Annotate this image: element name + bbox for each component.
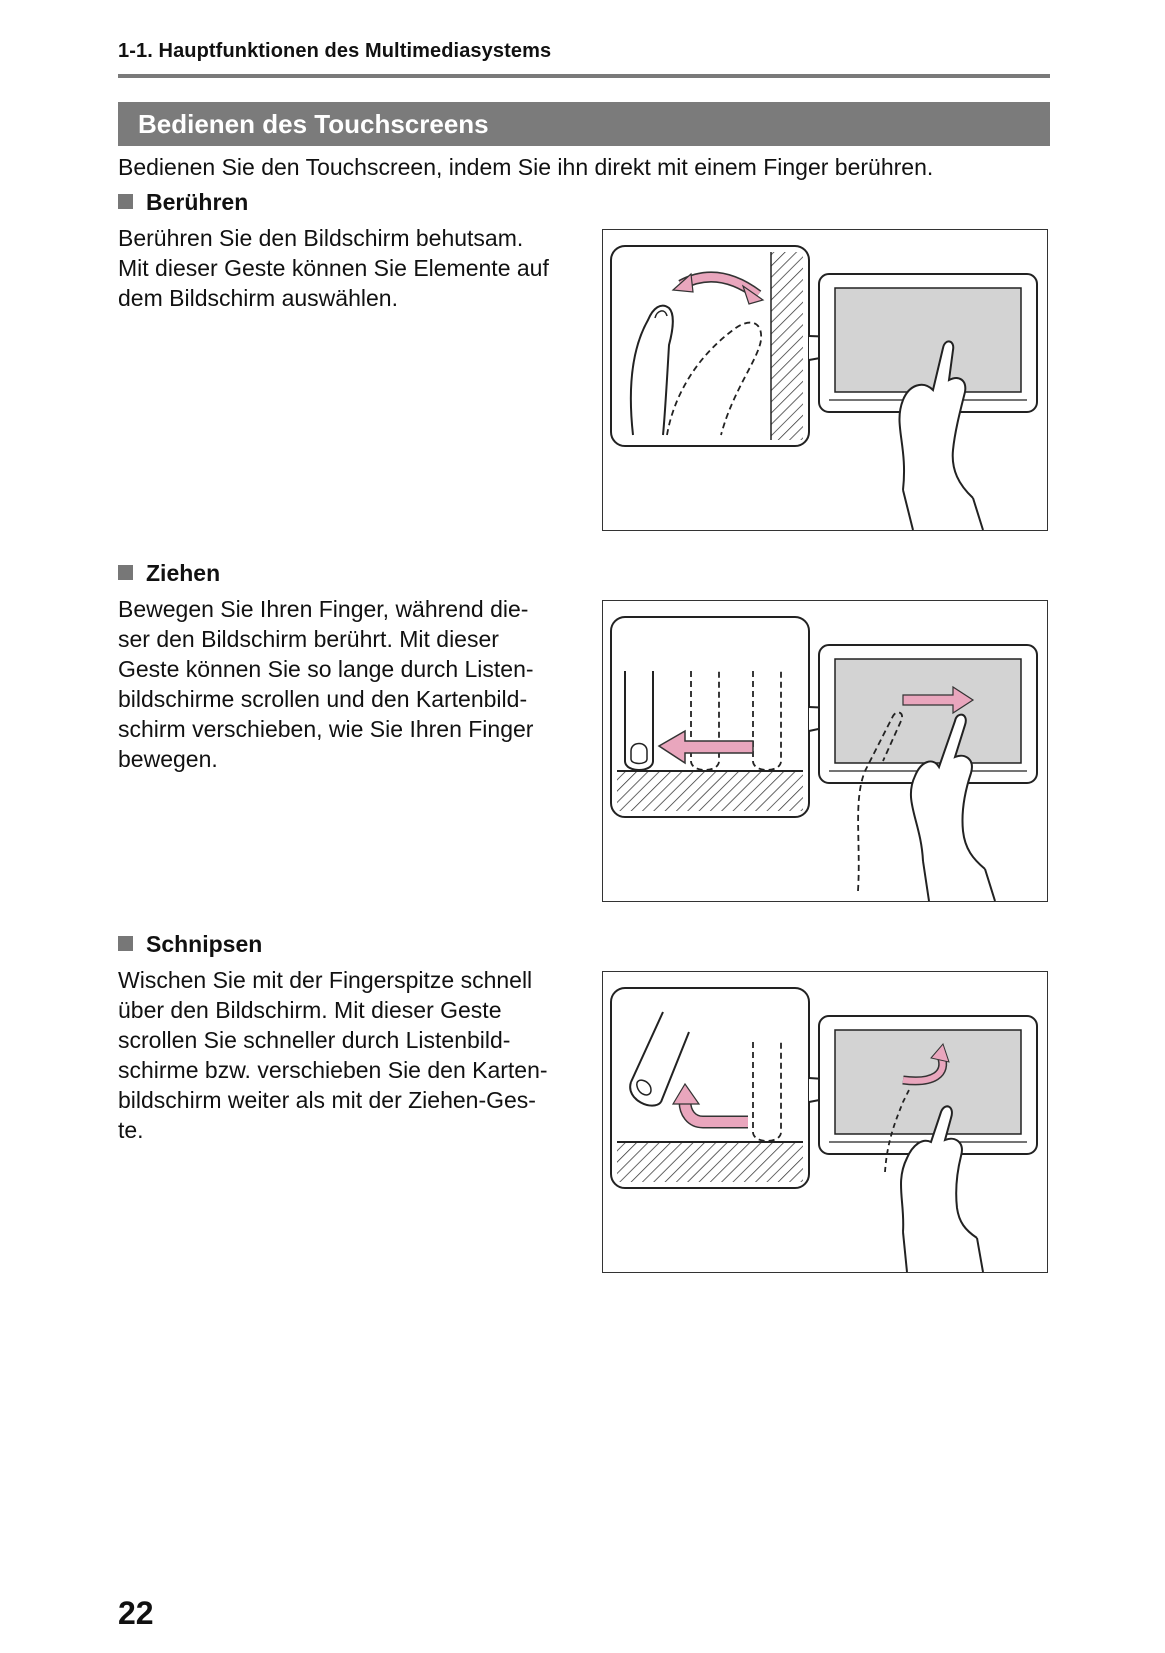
tap-illustration [602,229,1048,531]
gesture-text-tap: Berühren Sie den Bildschirm behutsam. Mit dieser Geste können Sie Elemente auf dem Bildschirm auswählen. [118,225,549,311]
section-title: Bedienen des Touchscreens [138,109,489,139]
tap-gesture-icon [603,230,1049,532]
drag-illustration [602,600,1048,902]
section-heading-band [118,102,1050,146]
flick-gesture-icon [603,972,1049,1274]
section-intro: Bedienen Sie den Touchscreen, indem Sie ihn direkt mit einem Finger berühren. [118,154,934,180]
square-bullet-icon [118,936,133,951]
header-rule [118,74,1050,78]
gesture-heading-tap: Berühren [118,187,248,217]
square-bullet-icon [118,194,133,209]
gesture-heading-flick: Schnipsen [118,929,262,959]
page-number: 22 [118,1595,154,1631]
flick-illustration [602,971,1048,1273]
gesture-heading-drag: Ziehen [118,558,220,588]
running-header: 1-1. Hauptfunktionen des Multimediasystems [118,40,552,62]
gesture-text-flick: Wischen Sie mit der Fingerspitze schnell über den Bildschirm. Mit dieser Geste scrollen Sie schneller durch Listenbild- schirme bzw. verschieben Sie den Karten- bildschirm weiter als mit der Ziehen-Ges- te. [118,967,548,1143]
square-bullet-icon [118,565,133,580]
drag-gesture-icon [603,601,1049,903]
gesture-text-drag: Bewegen Sie Ihren Finger, während die- ser den Bildschirm berührt. Mit dieser Geste können Sie so lange durch Listen- bildschirme scrollen und den Kartenbild- schirm verschieben, wie Sie Ihren Finger bewegen. [118,596,534,772]
